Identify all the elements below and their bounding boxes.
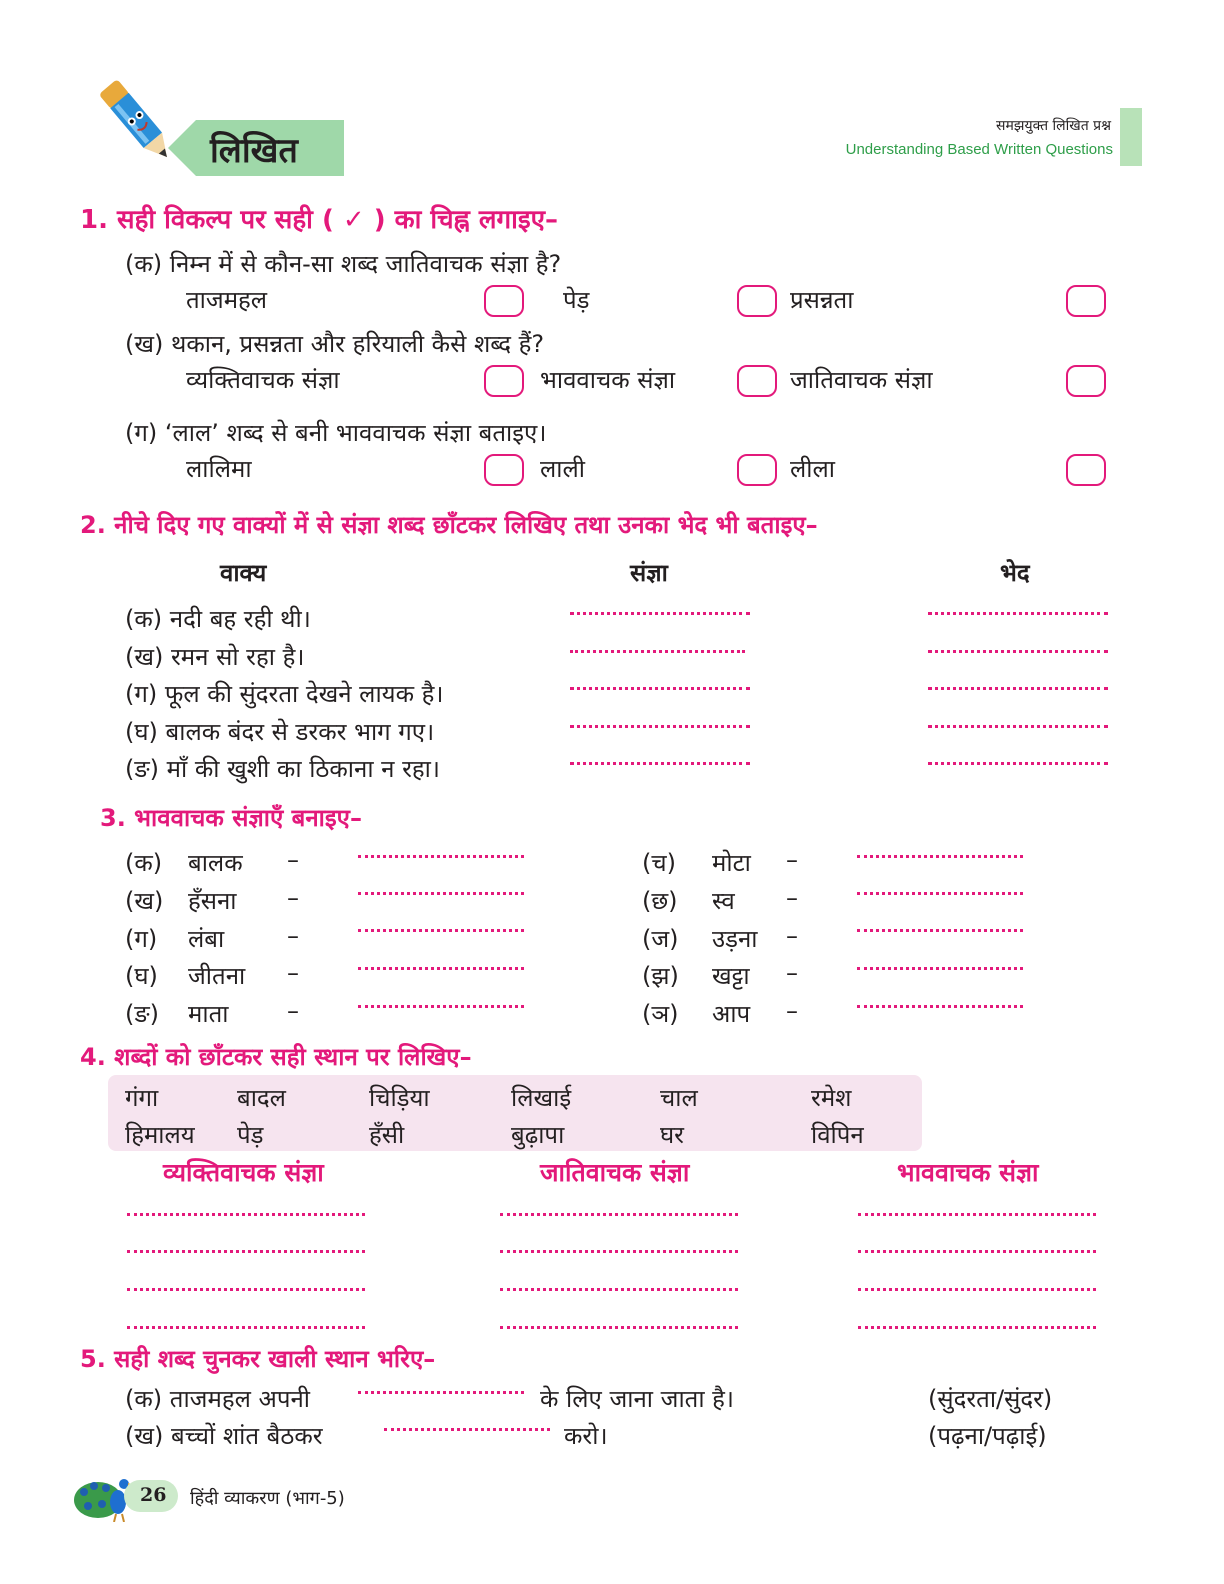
q2-header-noun: संज्ञा	[630, 559, 668, 587]
q2-row-1: (क) नदी बह रही थी।	[125, 605, 311, 633]
word-bank-item: हँसी	[369, 1121, 405, 1149]
page-number: 26	[140, 1484, 167, 1506]
q1-a-checkbox-3[interactable]	[1066, 285, 1106, 317]
q5-a-after: के लिए जाना जाता है।	[540, 1385, 735, 1413]
q1-b-checkbox-1[interactable]	[484, 365, 524, 397]
q3-left-blank-3[interactable]	[358, 929, 524, 932]
q4-col1-blank[interactable]	[127, 1288, 365, 1291]
q2-title: 2. नीचे दिए गए वाक्यों में से संज्ञा शब्द छाँटकर लिखिए तथा उनका भेद भी बताइए–	[80, 511, 818, 539]
q1-title: 1. सही विकल्प पर सही ( ✓ ) का चिह्न लगाइए–	[80, 205, 559, 235]
q3-right-label-4: (झ)	[642, 962, 679, 990]
q4-col1-blank[interactable]	[127, 1250, 365, 1253]
word-bank-item: लिखाई	[511, 1084, 572, 1112]
q3-right-word-3: उड़ना	[712, 925, 758, 953]
word-bank-item: गंगा	[125, 1084, 159, 1112]
q2-header-sentence: वाक्य	[220, 559, 267, 587]
q1-b-option-1: व्यक्तिवाचक संज्ञा	[186, 366, 340, 394]
q3-right-label-5: (ञ)	[642, 1000, 679, 1028]
q5-b-blank[interactable]	[384, 1428, 550, 1431]
q3-title: 3. भाववाचक संज्ञाएँ बनाइए–	[100, 804, 362, 832]
q5-b-hint: (पढ़ना/पढ़ाई)	[928, 1422, 1047, 1450]
q2-type-blank-3[interactable]	[928, 687, 1108, 690]
q5-title: 5. सही शब्द चुनकर खाली स्थान भरिए–	[80, 1345, 436, 1373]
word-bank-item: घर	[660, 1121, 684, 1149]
q1-a-option-1: ताजमहल	[186, 286, 268, 314]
q4-column-common-noun: जातिवाचक संज्ञा	[540, 1158, 690, 1187]
q2-type-blank-5[interactable]	[928, 762, 1108, 765]
q2-type-blank-4[interactable]	[928, 725, 1108, 728]
q1-a-option-3: प्रसन्नता	[790, 286, 854, 314]
word-bank-item: विपिन	[811, 1121, 864, 1149]
q4-col1-blank[interactable]	[127, 1326, 365, 1329]
q3-left-blank-1[interactable]	[358, 855, 524, 858]
q4-column-abstract-noun: भाववाचक संज्ञा	[897, 1158, 1039, 1187]
q3-left-blank-2[interactable]	[358, 892, 524, 895]
q3-right-dash-4: –	[786, 959, 798, 987]
q1-b-checkbox-2[interactable]	[737, 365, 777, 397]
q1-c-checkbox-1[interactable]	[484, 454, 524, 486]
q3-left-label-2: (ख)	[125, 887, 164, 915]
q2-row-4: (घ) बालक बंदर से डरकर भाग गए।	[125, 718, 435, 746]
subtitle-hindi: समझयुक्त लिखित प्रश्न	[996, 118, 1111, 134]
q2-header-type: भेद	[1000, 559, 1030, 587]
q4-col2-blank[interactable]	[500, 1213, 738, 1216]
q1-a-question: (क) निम्न में से कौन-सा शब्द जातिवाचक संज्ञा है?	[125, 250, 562, 278]
q3-left-dash-4: –	[287, 959, 299, 987]
q2-type-blank-2[interactable]	[928, 650, 1108, 653]
q2-row-2: (ख) रमन सो रहा है।	[125, 643, 305, 671]
q2-row-3: (ग) फूल की सुंदरता देखने लायक है।	[125, 680, 444, 708]
q3-left-label-4: (घ)	[125, 962, 158, 990]
q3-right-blank-1[interactable]	[857, 855, 1023, 858]
q4-col1-blank[interactable]	[127, 1213, 365, 1216]
q4-col2-blank[interactable]	[500, 1250, 738, 1253]
q3-left-dash-1: –	[287, 846, 299, 874]
q3-left-label-1: (क)	[125, 849, 163, 877]
q3-right-word-2: स्व	[712, 887, 735, 915]
q4-col3-blank[interactable]	[858, 1213, 1096, 1216]
q5-a-hint: (सुंदरता/सुंदर)	[928, 1385, 1053, 1413]
q5-b-after: करो।	[564, 1422, 608, 1450]
q1-b-option-3: जातिवाचक संज्ञा	[790, 366, 933, 394]
q2-noun-blank-3[interactable]	[570, 687, 750, 690]
word-bank-item: पेड़	[237, 1121, 264, 1149]
q3-right-blank-2[interactable]	[857, 892, 1023, 895]
q3-right-dash-2: –	[786, 884, 798, 912]
q1-b-option-2: भाववाचक संज्ञा	[540, 366, 676, 394]
word-bank-item: बुढ़ापा	[511, 1121, 565, 1149]
q3-right-word-1: मोटा	[712, 849, 751, 877]
q1-a-checkbox-1[interactable]	[484, 285, 524, 317]
word-bank-item: रमेश	[811, 1084, 852, 1112]
header-green-tab	[1120, 108, 1142, 166]
q3-left-dash-2: –	[287, 884, 299, 912]
q5-b-before: (ख) बच्चों शांत बैठकर	[125, 1422, 323, 1450]
q2-noun-blank-4[interactable]	[570, 725, 750, 728]
q1-b-question: (ख) थकान, प्रसन्नता और हरियाली कैसे शब्द हैं?	[125, 330, 545, 358]
word-bank-item: हिमालय	[125, 1121, 195, 1149]
q3-left-word-3: लंबा	[188, 925, 225, 953]
q3-right-dash-5: –	[786, 997, 798, 1025]
q3-right-word-4: खट्टा	[712, 962, 750, 990]
q2-noun-blank-5[interactable]	[570, 762, 750, 765]
q5-a-blank[interactable]	[358, 1391, 524, 1394]
q3-left-blank-5[interactable]	[358, 1005, 524, 1008]
q3-left-label-3: (ग)	[125, 925, 158, 953]
q1-c-question: (ग) ‘लाल’ शब्द से बनी भाववाचक संज्ञा बताइए।	[125, 419, 547, 447]
title-banner	[168, 120, 344, 176]
q3-left-word-2: हँसना	[188, 887, 237, 915]
q3-left-blank-4[interactable]	[358, 967, 524, 970]
q2-type-blank-1[interactable]	[928, 612, 1108, 615]
q1-a-option-2: पेड़	[563, 286, 590, 314]
q1-c-checkbox-3[interactable]	[1066, 454, 1106, 486]
q1-a-checkbox-2[interactable]	[737, 285, 777, 317]
q2-noun-blank-1[interactable]	[570, 612, 750, 615]
q1-c-option-2: लाली	[540, 455, 585, 483]
q3-left-word-4: जीतना	[188, 962, 246, 990]
q1-b-checkbox-3[interactable]	[1066, 365, 1106, 397]
q3-right-word-5: आप	[712, 1000, 751, 1028]
book-title: हिंदी व्याकरण (भाग-5)	[190, 1488, 345, 1509]
q5-a-before: (क) ताजमहल अपनी	[125, 1385, 310, 1413]
page-title: लिखित	[210, 131, 298, 171]
q3-left-label-5: (ङ)	[125, 1000, 160, 1028]
q1-c-checkbox-2[interactable]	[737, 454, 777, 486]
q3-left-word-5: माता	[188, 1000, 229, 1028]
word-bank-item: चाल	[660, 1084, 698, 1112]
q3-left-word-1: बालक	[188, 849, 243, 877]
q3-right-dash-3: –	[786, 922, 798, 950]
q4-col2-blank[interactable]	[500, 1326, 738, 1329]
q4-col2-blank[interactable]	[500, 1288, 738, 1291]
q3-right-label-3: (ज)	[642, 925, 679, 953]
subtitle-english: Understanding Based Written Questions	[845, 141, 1113, 158]
q3-right-dash-1: –	[786, 846, 798, 874]
q4-col3-blank[interactable]	[858, 1288, 1096, 1291]
q3-left-dash-3: –	[287, 922, 299, 950]
q3-right-label-2: (छ)	[642, 887, 678, 915]
word-bank-item: चिड़िया	[369, 1084, 430, 1112]
q3-right-blank-4[interactable]	[857, 967, 1023, 970]
q3-right-blank-3[interactable]	[857, 929, 1023, 932]
q3-left-dash-5: –	[287, 997, 299, 1025]
q4-col3-blank[interactable]	[858, 1250, 1096, 1253]
q4-title: 4. शब्दों को छाँटकर सही स्थान पर लिखिए–	[80, 1043, 472, 1071]
q3-right-blank-5[interactable]	[857, 1005, 1023, 1008]
q4-col3-blank[interactable]	[858, 1326, 1096, 1329]
q1-c-option-3: लीला	[790, 455, 835, 483]
q3-right-label-1: (च)	[642, 849, 676, 877]
q2-row-5: (ङ) माँ की खुशी का ठिकाना न रहा।	[125, 755, 440, 783]
q1-c-option-1: लालिमा	[186, 455, 252, 483]
q2-noun-blank-2[interactable]	[570, 650, 745, 653]
word-bank-item: बादल	[237, 1084, 286, 1112]
q4-column-proper-noun: व्यक्तिवाचक संज्ञा	[163, 1158, 324, 1187]
